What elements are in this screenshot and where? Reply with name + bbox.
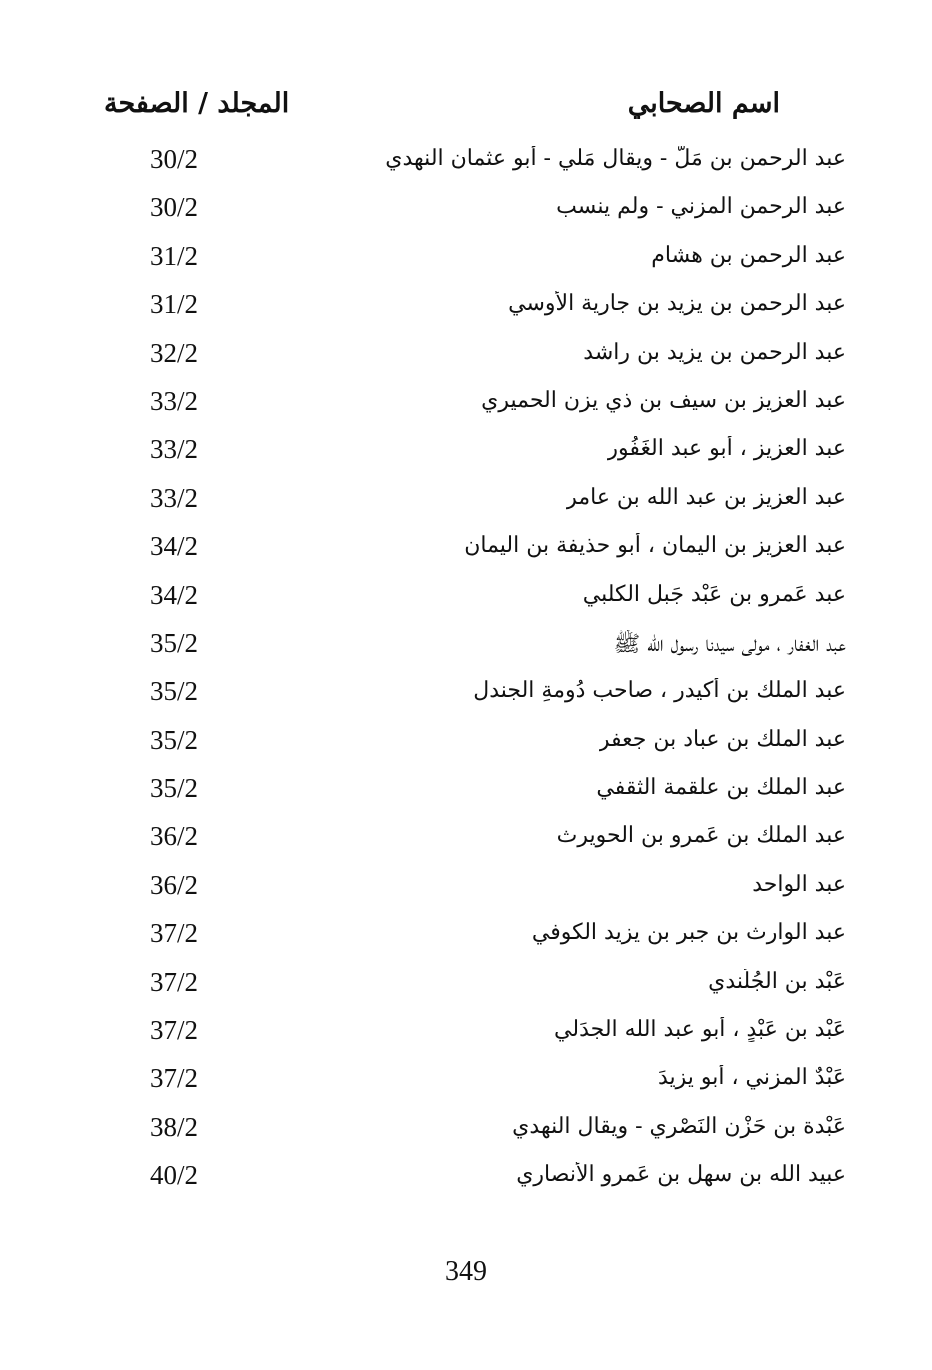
table-header [0, 88, 932, 132]
list-item [0, 769, 932, 817]
list-item [0, 624, 932, 672]
companion-name: عَبْد بن الجُلُندي [708, 968, 846, 994]
companion-name: عبيد الله بن سهل بن عَمرو الأنصاري [516, 1162, 846, 1188]
list-item [0, 963, 932, 1011]
volume-page-ref: 38/2 [150, 1111, 199, 1142]
volume-page-ref: 36/2 [150, 869, 199, 900]
volume-page-ref: 37/2 [150, 966, 199, 997]
companion-name: عبد العزيز بن سيف بن ذي يزن الحميري [481, 387, 846, 413]
volume-page-ref: 37/2 [150, 1063, 199, 1094]
list-item [0, 1108, 932, 1156]
list-item [0, 576, 932, 624]
companion-name: عبد الرحمن بن هشام [651, 242, 846, 268]
companion-name: عبد العزيز ، أبو عبد الغَفُور [607, 436, 846, 462]
volume-page-ref: 33/2 [150, 482, 199, 513]
volume-page-ref: 37/2 [150, 1015, 199, 1046]
name-column-header: اسم الصحابي [627, 88, 780, 119]
volume-page-ref: 30/2 [150, 144, 199, 174]
volume-page-ref: 33/2 [150, 434, 199, 465]
list-item [0, 817, 932, 865]
list-item [0, 479, 932, 527]
companion-name: عبد الرحمن بن مَلّ - ويقال مَلي - أبو عثمان النهدي [385, 146, 846, 171]
companion-name: عبد الغفار ، مولى سيدنا رسول الله ﷺ [613, 631, 846, 657]
page-number: 349 [445, 1256, 487, 1287]
volume-page-ref: 35/2 [150, 627, 199, 658]
companion-name: عَبْد بن عَبْدٍ ، أبو عبد الله الجدَلي [554, 1017, 846, 1043]
volume-page-ref: 32/2 [150, 337, 199, 368]
list-item [0, 1059, 932, 1107]
list-item [0, 430, 932, 478]
companion-name: عبد الملك بن عَمرو بن الحويرث [556, 823, 846, 849]
list-item [0, 334, 932, 382]
volume-page-ref: 31/2 [150, 240, 199, 271]
volume-page-ref: 33/2 [150, 385, 199, 416]
companion-name: عَبْدٌ المزني ، أبو يزيدَ [657, 1065, 846, 1091]
companion-name: عبد العزيز بن اليمان ، أبو حذيفة بن اليمان [464, 533, 846, 559]
list-item [0, 527, 932, 575]
volume-page-ref: 35/2 [150, 773, 199, 804]
list-item [0, 1011, 932, 1059]
volume-page-ref: 35/2 [150, 724, 199, 755]
companion-name: عَبْدة بن حَزْن النَصْري - ويقال النهدي [512, 1113, 846, 1139]
companion-name: عبد الوارث بن جبر بن يزيد الكوفي [531, 920, 846, 946]
index-list [0, 140, 932, 1205]
volume-page-ref: 30/2 [150, 192, 199, 223]
companion-name: عبد عَمرو بن عَبْد جَبل الكلبي [582, 581, 846, 607]
companion-name: عبد الرحمن بن يزيد بن جارية الأوسي [508, 291, 846, 317]
companion-name: عبد الواحد [752, 871, 846, 897]
page-column-header: المجلد / الصفحة [104, 88, 290, 119]
volume-page-ref: 37/2 [150, 918, 199, 949]
list-item [0, 382, 932, 430]
volume-page-ref: 34/2 [150, 531, 199, 562]
companion-name: عبد الملك بن عباد بن جعفر [598, 726, 846, 752]
companion-name: عبد الملك بن أكيدر ، صاحب دُومةِ الجندل [473, 678, 846, 704]
volume-page-ref: 34/2 [150, 579, 199, 610]
companion-name: عبد الرحمن بن يزيد بن راشد [583, 339, 846, 365]
volume-page-ref: 31/2 [150, 289, 199, 320]
volume-page-ref: 35/2 [150, 676, 199, 707]
companion-name: عبد العزيز بن عبد الله بن عامر [566, 484, 846, 510]
list-item [0, 188, 932, 236]
companion-name: عبد الملك بن علقمة الثقفي [596, 775, 846, 801]
list-item [0, 285, 932, 333]
list-item [0, 914, 932, 962]
companion-name: عبد الرحمن المزني - ولم ينسب [556, 194, 846, 220]
list-item [0, 672, 932, 720]
list-item [0, 866, 932, 914]
list-item [0, 721, 932, 769]
list-item [0, 1156, 932, 1204]
volume-page-ref: 40/2 [150, 1160, 199, 1191]
list-item [0, 140, 932, 188]
volume-page-ref: 36/2 [150, 821, 199, 852]
list-item [0, 237, 932, 285]
